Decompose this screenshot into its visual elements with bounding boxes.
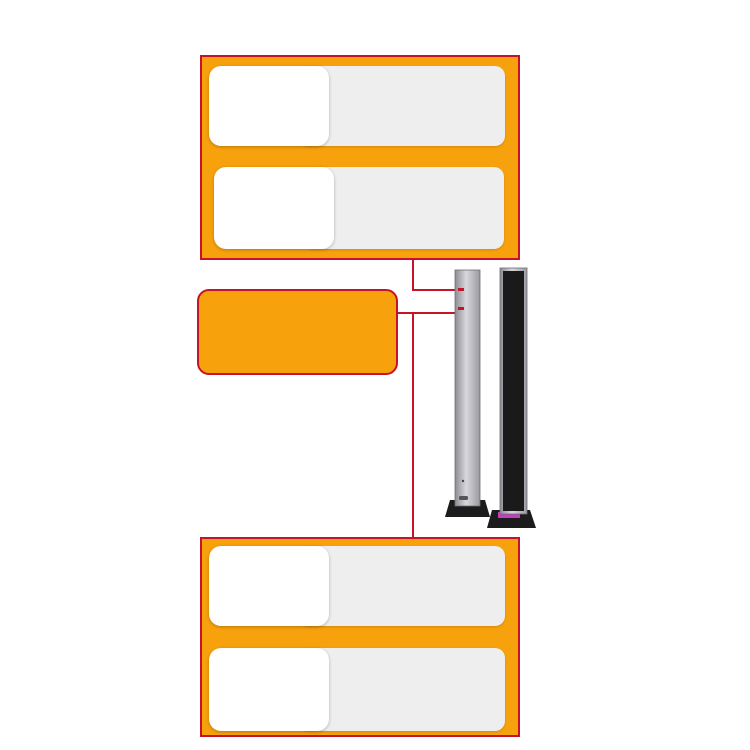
left-bar-body — [455, 270, 480, 506]
speed-description-box — [304, 167, 504, 249]
color-row — [209, 546, 505, 626]
mode-button-icon — [458, 288, 464, 291]
mode-color-callout — [197, 289, 398, 375]
rainbow-logo-icon — [222, 0, 272, 36]
mode-key — [209, 66, 329, 146]
color-key — [209, 546, 329, 626]
connector-line-bottom-vertical — [412, 313, 414, 538]
speed-key — [214, 167, 334, 249]
color-button-icon — [458, 307, 464, 310]
led-light-bar-illustration — [440, 262, 540, 534]
color-description-box — [299, 546, 505, 626]
mode-row — [209, 66, 505, 146]
bright-row — [209, 648, 505, 731]
led-panel — [503, 271, 524, 511]
bright-description-box — [299, 648, 505, 731]
microphone-hole-icon — [462, 480, 464, 482]
bright-key — [209, 648, 329, 731]
bottom-function-panel — [200, 537, 520, 737]
connector-line-top-vertical — [412, 259, 414, 290]
usb-port-icon — [459, 496, 468, 500]
top-function-panel — [200, 55, 520, 260]
speed-row — [214, 167, 504, 249]
mode-description-box — [299, 66, 505, 146]
